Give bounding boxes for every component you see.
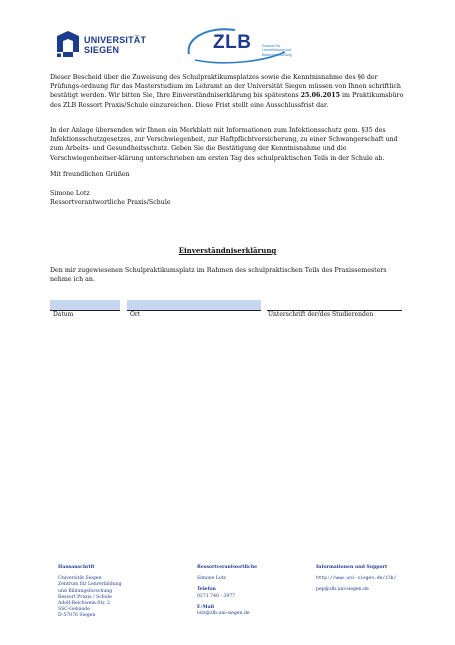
declaration-title: Einverständniserklärung [178, 246, 277, 255]
footer-address [58, 565, 168, 620]
zlb-abbreviation: ZLB [213, 32, 252, 53]
date-input[interactable] [50, 300, 120, 310]
university-siegen-logo [55, 30, 160, 60]
email-label: E-Mail [197, 604, 215, 610]
footer-address-line: Adolf-Reichwein-Str. 2 [58, 601, 110, 607]
footer-address-line: D-57076 Siegen [58, 613, 96, 619]
footer-address-line: und Bildungsforschung [58, 588, 113, 594]
place-line [127, 310, 261, 311]
signature-block [50, 189, 171, 207]
footer-address-line: Universität Siegen [58, 576, 102, 582]
phone-label: Telefon [197, 587, 216, 593]
footer-contact-heading: Ressortverantwortliche [197, 565, 258, 570]
zlb-full-name-line2: Lehrerbildung und [262, 48, 291, 53]
footer-support [316, 565, 436, 594]
deadline-date: 25.06.2015 [300, 92, 341, 100]
zlb-logo [183, 24, 293, 66]
university-name [84, 35, 146, 55]
university-name-line2: SIEGEN [84, 45, 120, 55]
footer-address-line: SSC-Gebäude [58, 607, 90, 613]
university-emblem-icon [55, 30, 81, 58]
signer-name: Simone Lotz [50, 190, 90, 197]
contact-email-link[interactable]: lotz@zlb.uni-siegen.de [197, 611, 250, 617]
declaration-text: Den mir zugewiesenen Schulpraktikumsplatz im Rahmen des schulpraktischen Teils des Praxissemesters nehme ich an. [50, 267, 387, 284]
attachment-paragraph: In der Anlage übersenden wir Ihnen ein Merkblatt mit Informationen zum Infektionsschutz gem. §35 des Infektionsschutzgesetzes, zur Verschwiegenheit, zur Haftpflichtversicherung, zu einer Schwangerschaft und zum Arbeits- und Gesundheitsschutz. Geben Sie die Bestätigung der Kenntnisnahme und die Verschwiegenheitser-klärung unterschrieben am ersten Tag des schulpraktischen Teils in der Schule ab. [50, 127, 398, 162]
footer-support-heading: Informationen und Support [316, 565, 388, 570]
zlb-full-name-line3: Bildungsforschung [262, 52, 292, 57]
zlb-full-name-line1: Zentrum für [262, 44, 281, 48]
greeting: Mit freundlichen Grüßen [50, 171, 130, 178]
date-label: Datum [53, 311, 74, 318]
notice-paragraph-start: Dieser Bescheid über die Zuweisung des Schulpraktikumsplatzes sowie die Kenntnisnahme des §6 der Prüfungs-ordnung für das Masterstudium im Lehramt an der Universität Siegen müssen von Ihnen schriftlich bestätigt werden. Wir bitten Sie, Ihre Einverständniserklärung bis spätestens [50, 74, 401, 100]
university-name-line1: UNIVERSITÄT [84, 35, 147, 45]
footer-address-line: Ressort Praxis / Schule [58, 594, 112, 600]
contact-name: Simone Lotz [197, 576, 226, 582]
footer-address-heading: Hausanschrift [58, 565, 95, 570]
phone-number: 0271 740 - 3977 [197, 593, 236, 599]
footer-contact [197, 565, 297, 617]
footer-address-line: Zentrum für Lehrerbildung [58, 582, 122, 588]
place-input[interactable] [127, 300, 261, 310]
notice-paragraph [50, 73, 405, 110]
support-email-link[interactable]: pep@zlb.uni-siegen.de [316, 587, 369, 593]
notice-paragraph-end: im Praktikumsbüro des ZLB Ressort Praxis/Schule einzureichen. Diese Frist stellt eine Ausschlussfrist dar. [50, 92, 404, 109]
signature-label: Unterschrift der/des Studierenden [268, 311, 374, 318]
zlb-full-name [262, 44, 296, 57]
signer-role: Ressortverantwortliche Praxis/Schule [50, 199, 171, 207]
support-url-link[interactable]: http://www.uni-siegen.de/zlb/ [316, 576, 397, 582]
place-label: Ort [130, 311, 141, 318]
